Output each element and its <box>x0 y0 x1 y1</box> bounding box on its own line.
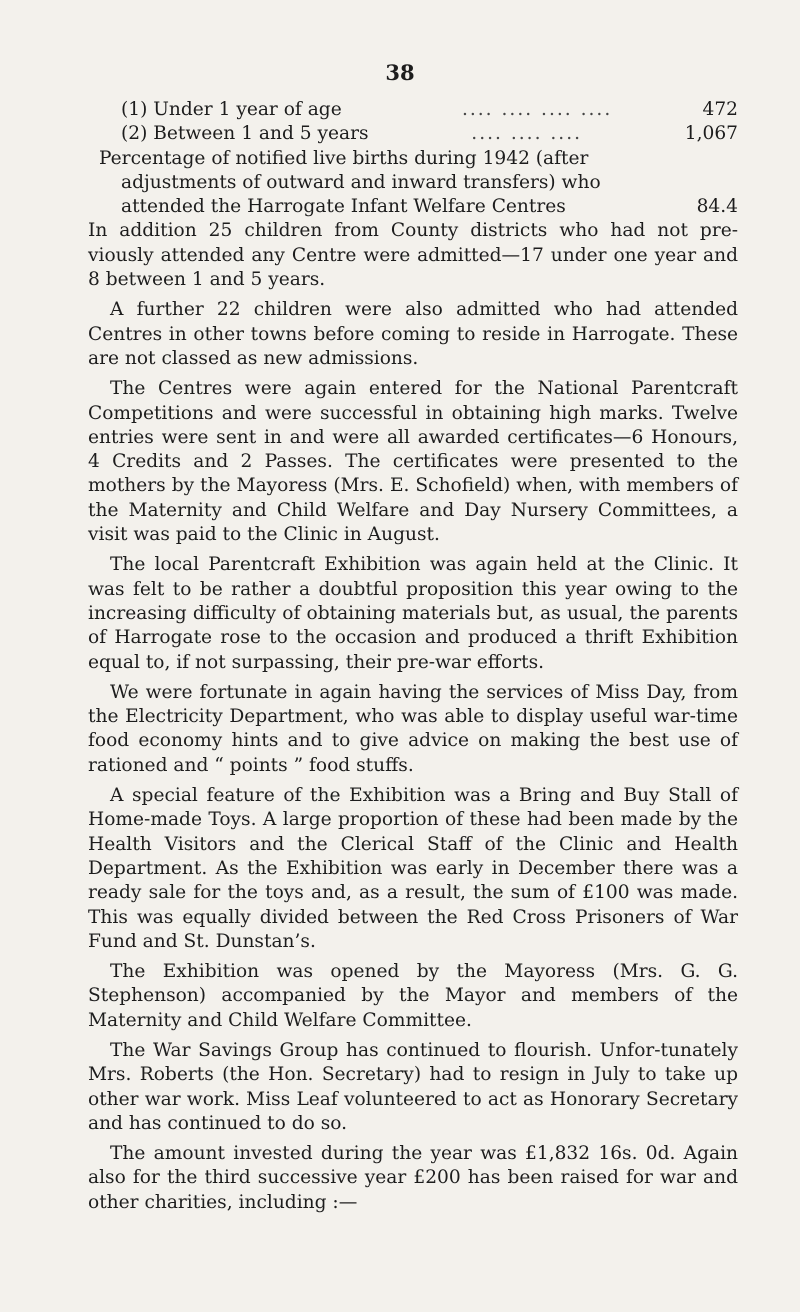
percentage-line-3: attended the Harrogate Infant Welfare Centres <box>121 196 566 218</box>
paragraph: A further 22 children were also admitted who had attended Centres in other towns before coming to reside in Harrogate. These are not classed as new admissions. <box>88 299 738 369</box>
statistic-label: (2) Between 1 and 5 years <box>121 123 369 145</box>
statistic-row-under-1 <box>88 98 738 122</box>
statistic-row-1-to-5 <box>88 122 738 146</box>
statistic-value: 1,067 <box>684 123 738 145</box>
paragraph: The amount invested during the year was £1,832 16s. 0d. Again also for the third successive year £200 has been raised for war and other charities, including :— <box>88 1143 738 1213</box>
percentage-line-1: Percentage of notified live births during 1942 (after <box>99 147 589 169</box>
paragraph: In addition 25 children from County districts who had not pre-viously attended any Centre were admitted—17 under one year and 8 between 1 and 5 years. <box>88 220 738 291</box>
paragraph: The local Parentcraft Exhibition was again held at the Clinic. It was felt to be rather a doubtful proposition this year owing to the increasing difficulty of obtaining materials but, as usual, the parents of Harrogate rose to the occasion and produced a thrift Exhibition equal to, if not surpassing, their pre-war efforts. <box>88 554 738 673</box>
leader-dots: .... .... .... <box>471 123 583 145</box>
percentage-line-2: adjustments of outward and inward transfers) who <box>121 171 601 193</box>
page-number: 38 <box>385 60 415 85</box>
percentage-statement <box>88 147 738 220</box>
paragraph: The War Savings Group has continued to flourish. Unfor-tunately Mrs. Roberts (the Hon. Secretary) had to resign in July to take up other war work. Miss Leaf volunteered to act as Honorary Secretary and has continued to do so. <box>88 1039 738 1134</box>
paragraph: The Centres were again entered for the National Parentcraft Competitions and were successful in obtaining high marks. Twelve entries were sent in and were all awarded certificates—6 Honours, 4 Credits and 2 Passes. The certificates were presented to the mothers by the Mayoress (Mrs. E. Schofield) when, with members of the Maternity and Child Welfare and Day Nursery Committees, a visit was paid to the Clinic in August. <box>88 378 738 546</box>
percentage-value: 84.4 <box>696 196 738 218</box>
statistic-value: 472 <box>702 99 738 120</box>
leader-dots: .... .... .... .... <box>461 99 613 120</box>
paragraph: We were fortunate in again having the services of Miss Day, from the Electricity Department, who was able to display useful war-time food economy hints and to give advice on making the best use of rationed and “ points ” food stuffs. <box>88 681 738 776</box>
paragraph: The Exhibition was opened by the Mayoress (Mrs. G. G. Stephenson) accompanied by the Mayor and members of the Maternity and Child Welfare Committee. <box>88 961 738 1031</box>
paragraph: A special feature of the Exhibition was a Bring and Buy Stall of Home-made Toys. A large proportion of these had been made by the Health Visitors and the Clerical Staff of the Clinic and Health Department. As the Exhibition was early in December there was a ready sale for the toys and, as a result, the sum of £100 was made. This was equally divided between the Red Cross Prisoners of War Fund and St. Dunstan’s. <box>88 785 738 952</box>
statistic-label: (1) Under 1 year of age <box>121 99 342 120</box>
body-text <box>88 98 738 1215</box>
